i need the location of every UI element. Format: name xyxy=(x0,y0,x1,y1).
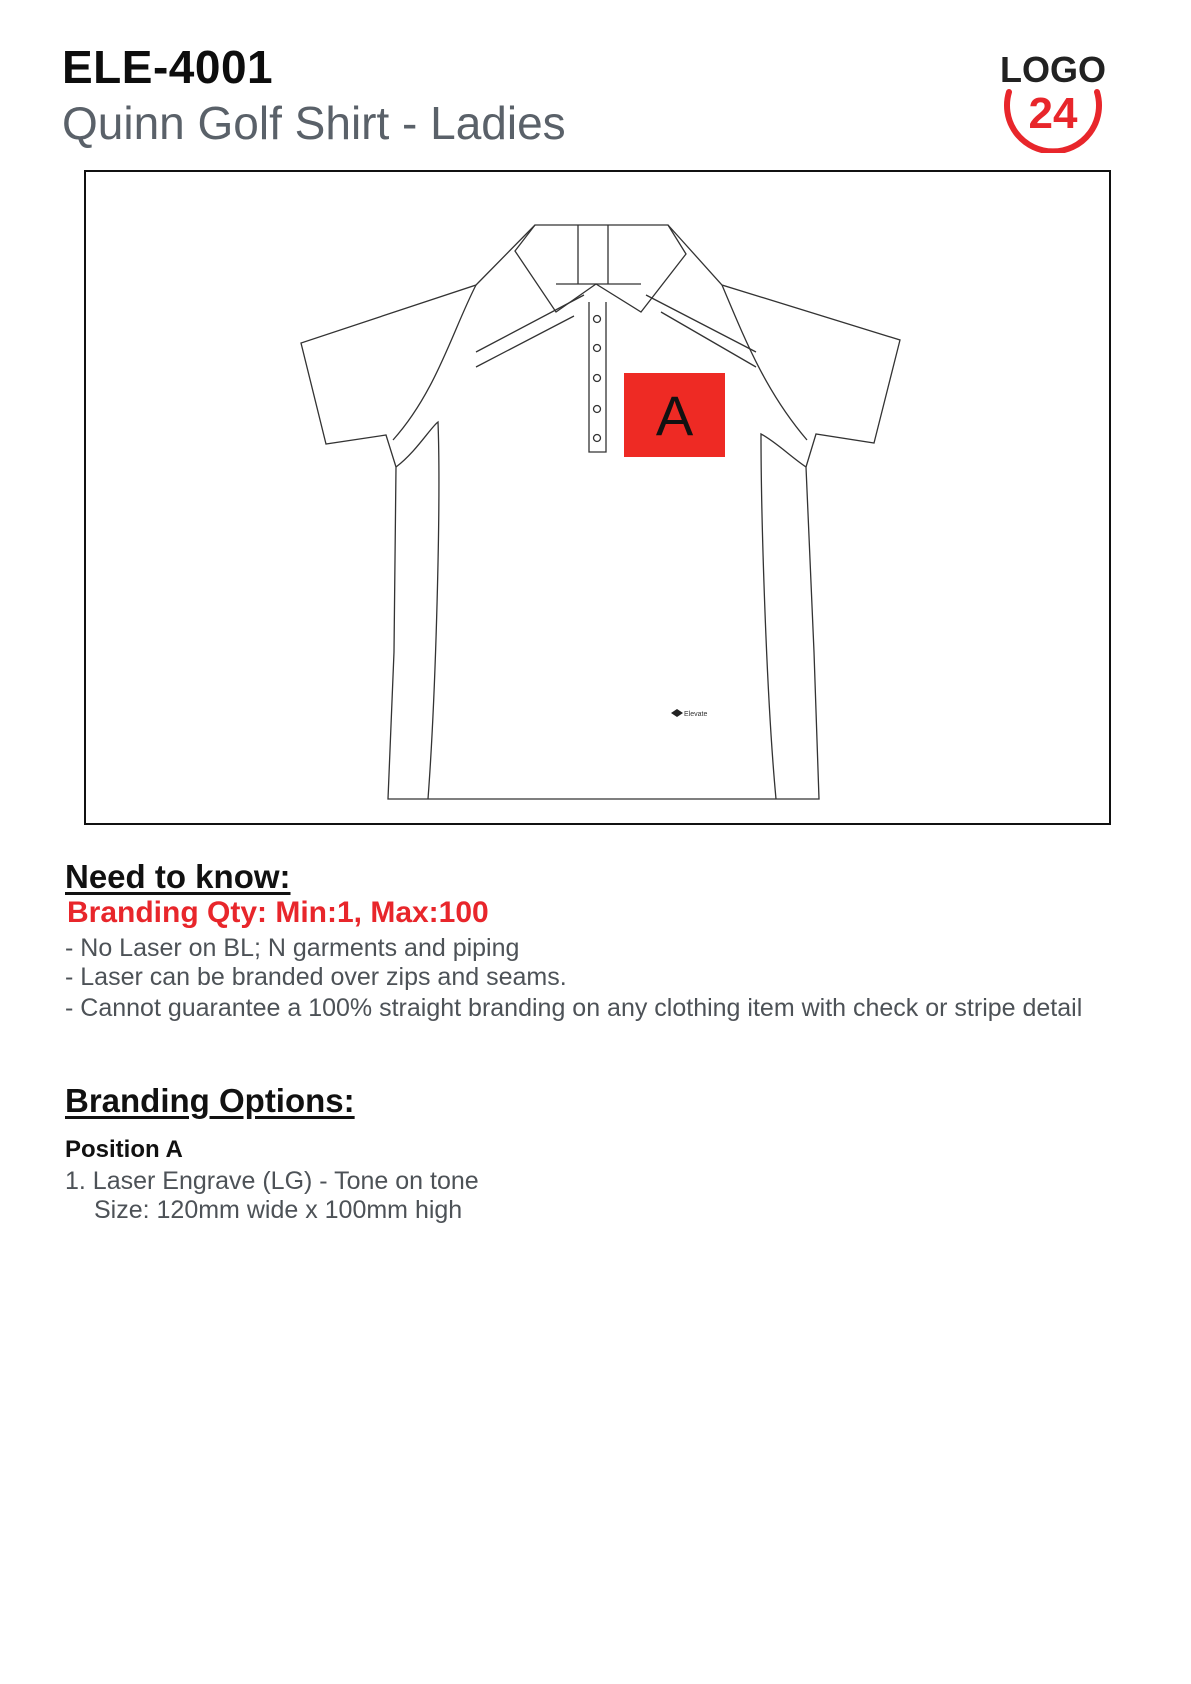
logo24-logo xyxy=(993,38,1113,153)
svg-text:LOGO: LOGO xyxy=(1000,49,1106,90)
garment-figure xyxy=(84,170,1111,825)
branding-options-heading: Branding Options: xyxy=(65,1082,355,1119)
note-line: - Cannot guarantee a 100% straight branding on any clothing item with check or stripe detail xyxy=(65,994,1083,1022)
branding-size: Size: 120mm wide x 100mm high xyxy=(94,1196,463,1224)
note-line: - Laser can be branded over zips and seams. xyxy=(65,963,567,991)
branding-qty: Branding Qty: Min:1, Max:100 xyxy=(67,896,489,929)
svg-text:Elevate: Elevate xyxy=(684,711,708,718)
brand-tag xyxy=(671,709,707,718)
branding-option: 1. Laser Engrave (LG) - Tone on tone xyxy=(65,1167,479,1195)
note-line: - No Laser on BL; N garments and piping xyxy=(65,934,520,962)
position-a-title: Position A xyxy=(65,1136,183,1163)
golf-shirt-drawing xyxy=(86,172,1113,827)
svg-text:24: 24 xyxy=(1028,89,1078,138)
product-title: Quinn Golf Shirt - Ladies xyxy=(62,97,566,149)
product-code: ELE-4001 xyxy=(62,41,274,93)
position-a-marker: A xyxy=(624,373,725,457)
need-to-know-heading: Need to know: xyxy=(65,858,291,895)
